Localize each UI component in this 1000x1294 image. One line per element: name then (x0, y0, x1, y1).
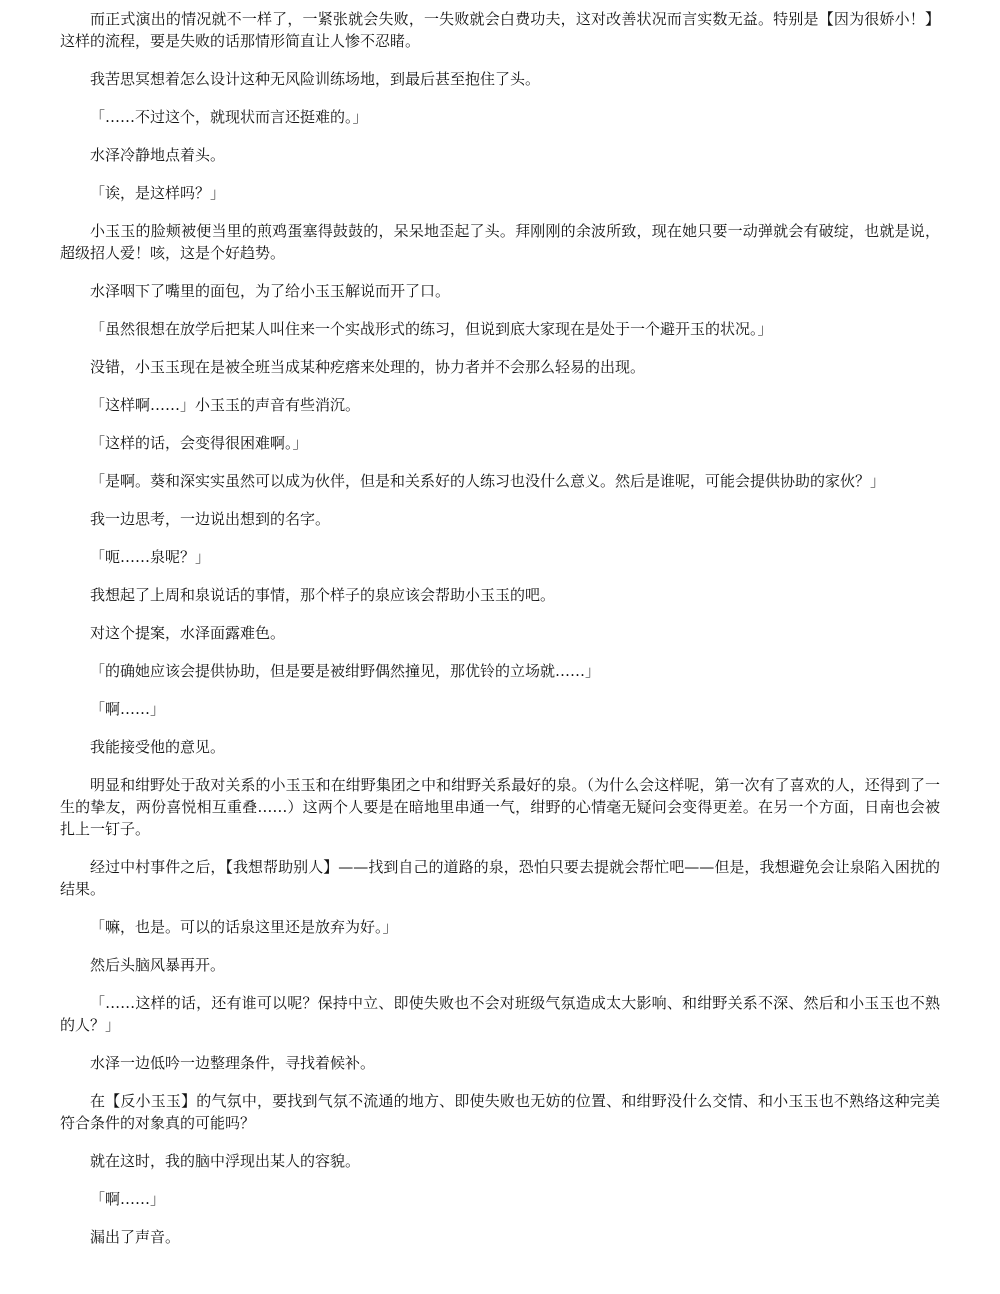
paragraph: 明显和绀野处于敌对关系的小玉玉和在绀野集团之中和绀野关系最好的泉。（为什么会这样呢，第一次有了喜欢的人，还得到了一生的挚友，两份喜悦相互重叠……）这两个人要是在暗地里串通一气，绀野的心情毫无疑问会变得更差。在另一个方面，日南也会被扎上一钉子。 (60, 776, 940, 838)
paragraph: 「这样啊……」小玉玉的声音有些消沉。 (90, 396, 361, 414)
paragraph: 我苦思冥想着怎么设计这种无风险训练场地，到最后甚至抱住了头。 (90, 70, 541, 88)
paragraph: 我想起了上周和泉说话的事情，那个样子的泉应该会帮助小玉玉的吧。 (90, 586, 556, 604)
paragraph: 「呃……泉呢？」 (90, 548, 211, 566)
document-page (60, 8, 940, 1264)
paragraph: 水泽一边低吟一边整理条件，寻找着候补。 (90, 1054, 376, 1072)
paragraph: 没错，小玉玉现在是被全班当成某种疙瘩来处理的，协力者并不会那么轻易的出现。 (90, 358, 646, 376)
paragraph: 漏出了声音。 (90, 1228, 181, 1246)
paragraph: 「啊……」 (90, 1190, 166, 1208)
paragraph: 「……不过这个，就现状而言还挺难的。」 (90, 108, 368, 126)
paragraph: 「啊……」 (90, 700, 166, 718)
paragraph: 就在这时，我的脑中浮现出某人的容貌。 (90, 1152, 361, 1170)
paragraph: 「这样的话，会变得很困难啊。」 (90, 434, 308, 452)
paragraph: 水泽咽下了嘴里的面包，为了给小玉玉解说而开了口。 (90, 282, 451, 300)
paragraph: 在【反小玉玉】的气氛中，要找到气氛不流通的地方、即使失败也无妨的位置、和绀野没什么交情、和小玉玉也不熟络这种完美符合条件的对象真的可能吗？ (60, 1092, 940, 1132)
paragraph: 「诶，是这样吗？」 (90, 184, 226, 202)
paragraph: 经过中村事件之后，【我想帮助别人】——找到自己的道路的泉，恐怕只要去提就会帮忙吧——但是，我想避免会让泉陷入困扰的结果。 (60, 858, 940, 898)
paragraph: 「是啊。葵和深实实虽然可以成为伙伴，但是和关系好的人练习也没什么意义。然后是谁呢，可能会提供协助的家伙？」 (90, 472, 886, 490)
paragraph: 「嘛，也是。可以的话泉这里还是放弃为好。」 (90, 918, 398, 936)
paragraph: 「虽然很想在放学后把某人叫住来一个实战形式的练习，但说到底大家现在是处于一个避开玉的状况。」 (90, 320, 773, 338)
paragraph: 对这个提案，水泽面露难色。 (90, 624, 286, 642)
paragraph: 而正式演出的情况就不一样了，一紧张就会失败，一失败就会白费功夫，这对改善状况而言实数无益。特别是【因为很娇小！】这样的流程，要是失败的话那情形简直让人惨不忍睹。 (60, 10, 940, 50)
paragraph: 「……这样的话，还有谁可以呢？保持中立、即使失败也不会对班级气氛造成太大影响、和绀野关系不深、然后和小玉玉也不熟的人？」 (60, 994, 940, 1034)
paragraph: 水泽冷静地点着头。 (90, 146, 226, 164)
paragraph: 「的确她应该会提供协助，但是要是被绀野偶然撞见，那优铃的立场就……」 (90, 662, 601, 680)
paragraph: 我能接受他的意见。 (90, 738, 226, 756)
paragraph: 然后头脑风暴再开。 (90, 956, 226, 974)
paragraph: 小玉玉的脸颊被便当里的煎鸡蛋塞得鼓鼓的，呆呆地歪起了头。拜刚刚的余波所致，现在她只要一动弹就会有破绽，也就是说，超级招人爱！咳，这是个好趋势。 (60, 222, 940, 262)
paragraph: 我一边思考，一边说出想到的名字。 (90, 510, 331, 528)
